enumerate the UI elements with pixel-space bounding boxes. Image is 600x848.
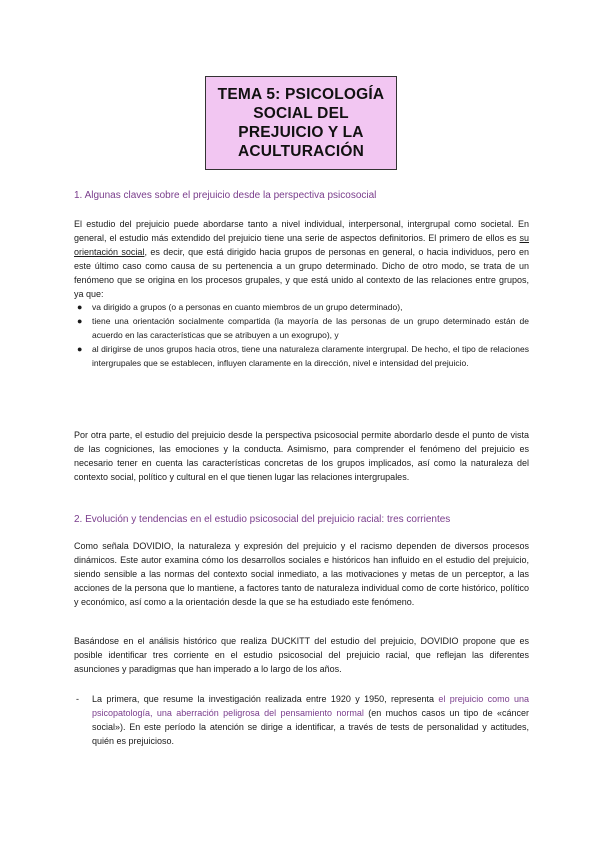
section-2-heading: 2. Evolución y tendencias en el estudio psicosocial del prejuicio racial: tres corrientes: [74, 514, 451, 525]
title-box: [205, 76, 397, 170]
page-title: TEMA 5: PSICOLOGÍA SOCIAL DEL PREJUICIO Y LA ACULTURACIÓN: [217, 86, 385, 160]
section-2-paragraph-2: Basándose en el análisis histórico que realiza DUCKITT del estudio del prejuicio, DOVIDIO propone que es posible identificar tres corriente en el estudio psicosocial del prejuicio racial, que reflejan las diferentes asunciones y paradigmas que han imperado a lo largo de los años.: [74, 636, 529, 674]
list-item: - La primera, que resume la investigación realizada entre 1920 y 1950, representa el prejuicio como una psicopatología, una aberración peligrosa del pensamiento normal (en muchos casos un tipo de «cáncer social»). En este período la atención se dirige a identificar, a través de tests de personalidad y actitudes, quién es prejuicioso.: [76, 694, 529, 746]
p1-text-before: El estudio del prejuicio puede abordarse tanto a nivel individual, interpersonal, intergrupal como societal. En general, el estudio más extendido del prejuicio tiene una serie de aspectos definitorios. El primero de ellos es: [74, 219, 529, 243]
section-2-paragraph-1: Como señala DOVIDIO, la naturaleza y expresión del prejuicio y el racismo dependen de diversos procesos dinámicos. Este autor examina cómo los desarrollos sociales e históricos han influido en el estudio del prejuicio, siendo sensible a las normas del contexto social inmediato, a las motivaciones y metas de un perceptor, a las acciones de la persona que lo mantiene, a factores tanto de naturaleza individual como de corte histórico, político y económico, así como a la orientación desde la que se ha estudiado este fenómeno.: [74, 541, 529, 607]
section-1-bullet-list: [74, 300, 529, 370]
highlighted-phrase: el prejuicio como una psicopatología, una aberración peligrosa del pensamiento normal: [92, 694, 529, 718]
section-1-heading: 1. Algunas claves sobre el prejuicio desde la perspectiva psicosocial: [74, 190, 377, 201]
section-1-paragraph-1: [74, 217, 529, 301]
section-1-paragraph-2: Por otra parte, el estudio del prejuicio desde la perspectiva psicosocial permite abordarlo desde el punto de vista de las cogniciones, las emociones y la conducta. Asimismo, para comprender el fenómeno del prejuicio es necesario tener en cuenta las características concretas de los grupos implicados, así como la naturaleza del contexto social, político y cultural en el que tienen lugar las relaciones intergrupales.: [74, 430, 529, 482]
section-2-dash-list: [74, 692, 529, 748]
p1-underlined-term: su orientación social: [74, 233, 529, 257]
bullet-icon: ●: [77, 344, 83, 354]
bullet-icon: ●: [77, 302, 83, 312]
list-item: ● va dirigido a grupos (o a personas en cuanto miembros de un grupo determinado),: [77, 302, 403, 312]
p1-text-after: , es decir, que está dirigido hacia grupos de personas en general, o hacia individuos, pero en este último caso como causa de su pertenencia a un grupo determinado. Dicho de otro modo, se trata de un fenómeno que se origina en los procesos grupales, y que está unido al contexto de las relaciones entre grupos, ya que:: [74, 247, 529, 299]
bullet-icon: ●: [77, 316, 83, 326]
list-item: ● al dirigirse de unos grupos hacia otros, tiene una naturaleza claramente intergrupal. De hecho, el tipo de relaciones intergrupales que se establecen, influyen claramente en la dirección, nivel e intensidad del prejuicio.: [77, 344, 529, 368]
dash-icon: -: [76, 694, 79, 704]
list-item: ● tiene una orientación socialmente compartida (la mayoría de las personas de un grupo determinado están de acuerdo en las características que se atribuyen a un exogrupo), y: [77, 316, 529, 340]
